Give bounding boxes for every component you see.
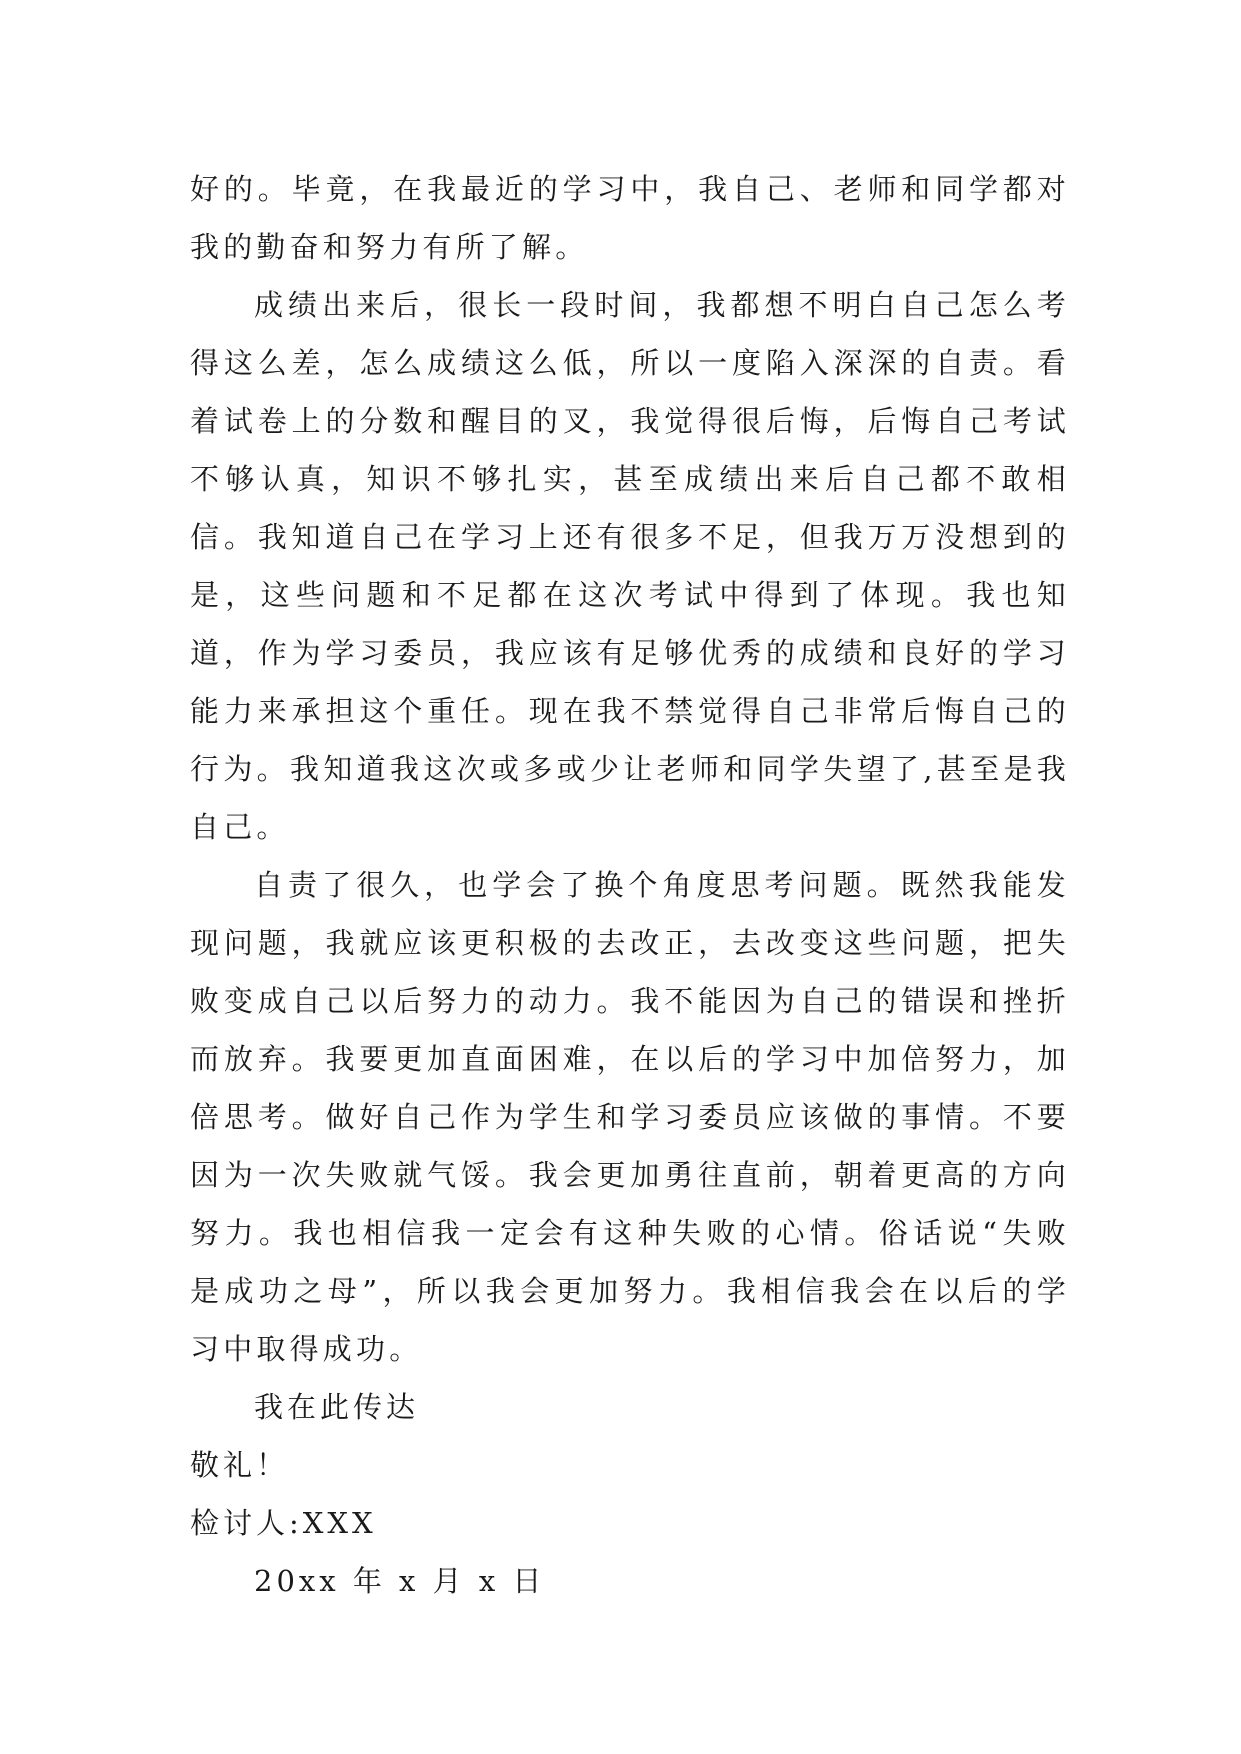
- closing-salute: 敬礼！: [190, 1448, 290, 1482]
- closing-convey: 我在此传达: [254, 1390, 420, 1424]
- date-line: 20xx 年 x 月 x 日: [254, 1564, 546, 1598]
- paragraph-1: 好的。毕竟，在我最近的学习中，我自己、老师和同学都对我的勤奋和努力有所了解。: [190, 172, 1070, 264]
- paragraph-2: 成绩出来后，很长一段时间，我都想不明白自己怎么考得这么差，怎么成绩这么低，所以一度陷入深深的自责。看着试卷上的分数和醒目的叉，我觉得很后悔，后悔自己考试不够认真，知识不够扎实，甚至成绩出来后自己都不敢相信。我知道自己在学习上还有很多不足，但我万万没想到的是，这些问题和不足都在这次考试中得到了体现。我也知道，作为学习委员，我应该有足够优秀的成绩和良好的学习能力来承担这个重任。现在我不禁觉得自己非常后悔自己的行为。我知道我这次或多或少让老师和同学失望了,甚至是我自己。: [190, 288, 1070, 844]
- paragraph-3: 自责了很久，也学会了换个角度思考问题。既然我能发现问题，我就应该更积极的去改正，去改变这些问题，把失败变成自己以后努力的动力。我不能因为自己的错误和挫折而放弃。我要更加直面困难，在以后的学习中加倍努力，加倍思考。做好自己作为学生和学习委员应该做的事情。不要因为一次失败就气馁。我会更加勇往直前，朝着更高的方向努力。我也相信我一定会有这种失败的心情。俗话说“失败是成功之母”，所以我会更加努力。我相信我会在以后的学习中取得成功。: [190, 868, 1070, 1366]
- document-page: [190, 160, 1070, 1610]
- signer-line: 检讨人:XXX: [190, 1506, 377, 1540]
